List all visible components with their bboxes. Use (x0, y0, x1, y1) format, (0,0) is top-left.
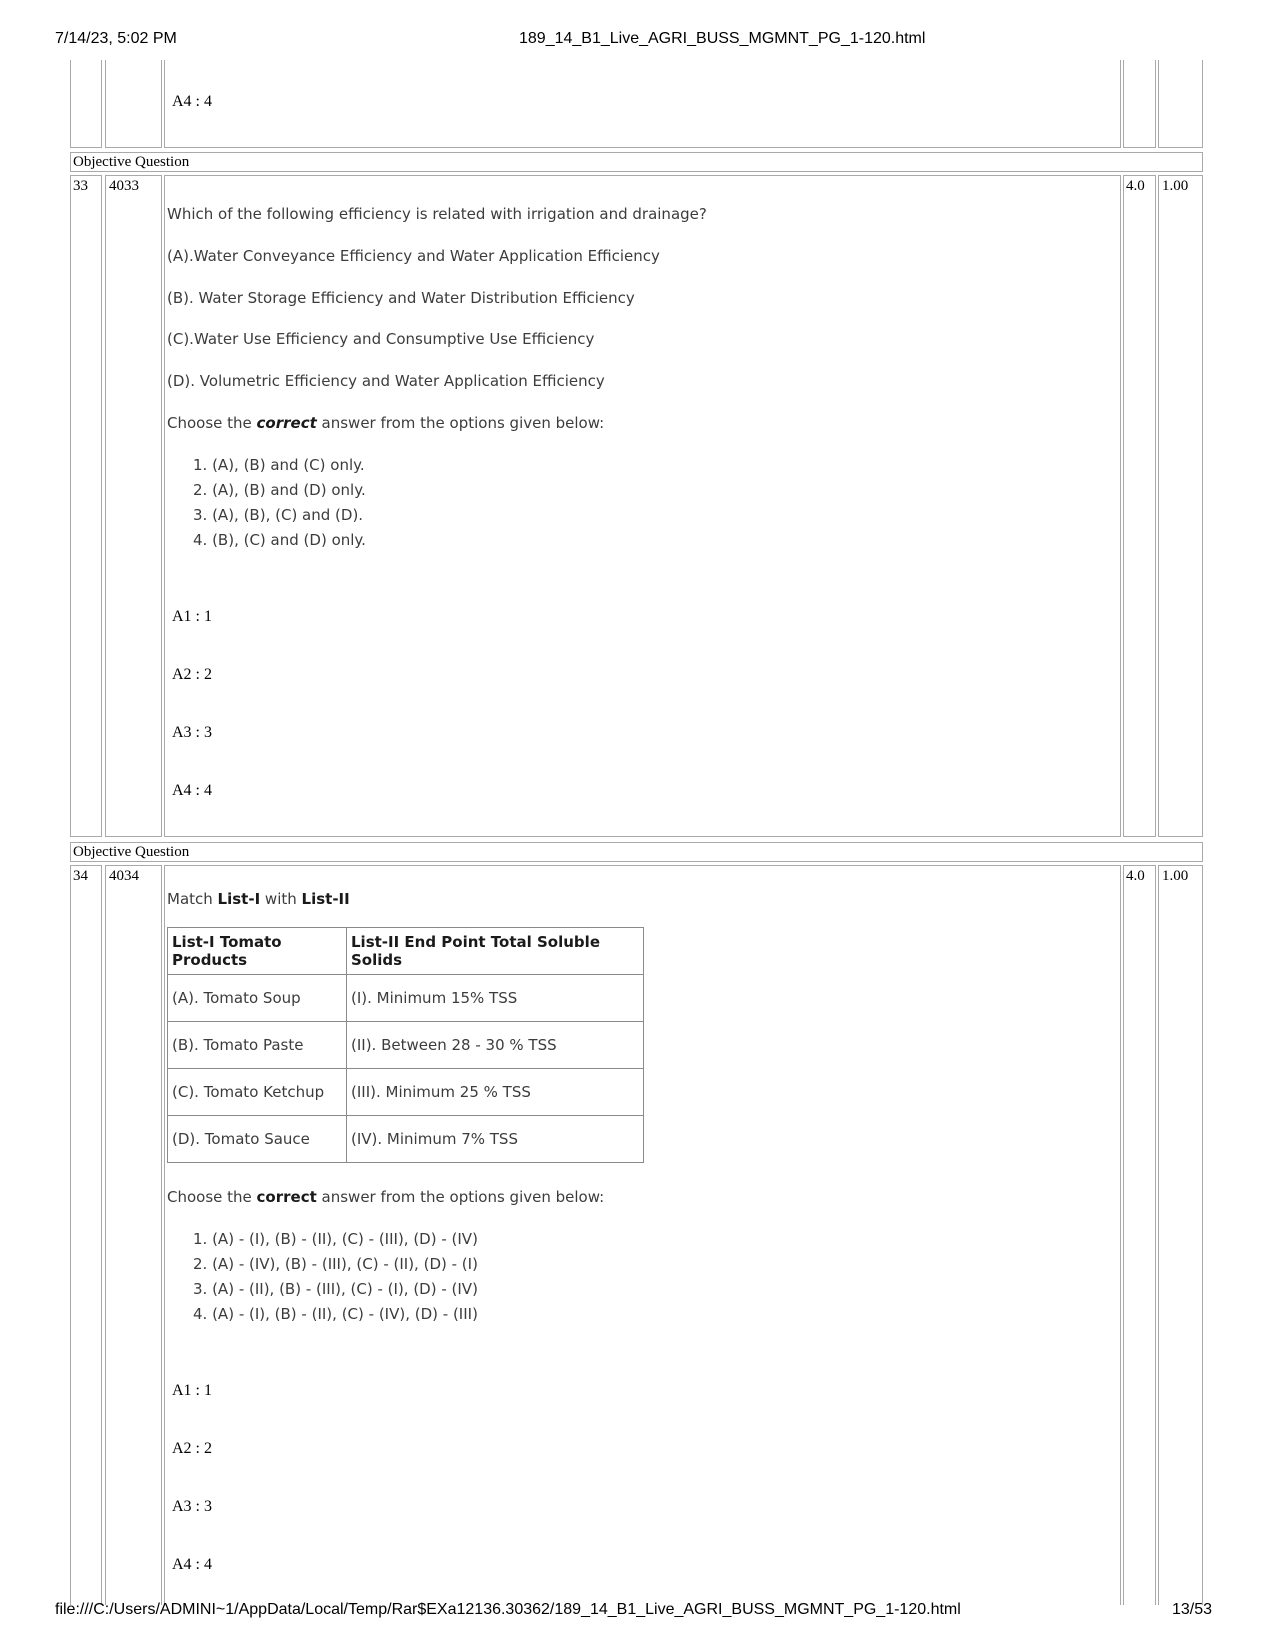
choice-1: 1. (A) - (I), (B) - (II), (C) - (III), (D) - (IV) (193, 1230, 478, 1248)
negative-marks-cell (1158, 175, 1203, 837)
table-header: List-I Tomato Products (168, 928, 347, 975)
table-cell: (I). Minimum 15% TSS (347, 975, 644, 1022)
print-file-path: file:///C:/Users/ADMINI~1/AppData/Local/Temp/Rar$EXa12136.30362/189_14_B1_Live_AGRI_BUSS_MGMNT_PG_1-120.html (55, 1601, 961, 1618)
answer-option-3: A3 : 3 (172, 1498, 212, 1515)
answer-option-2: A2 : 2 (172, 1440, 212, 1457)
serial-number: 34 (73, 868, 88, 884)
prev-sno-cell (70, 60, 102, 148)
negative-marks-value: 1.00 (1162, 868, 1189, 884)
choose-instruction: Choose the correct answer from the options given below: (167, 1188, 605, 1206)
qid-cell (105, 865, 162, 1605)
statement-d: (D). Volumetric Efficiency and Water Application Efficiency (167, 372, 605, 390)
prev-neg-cell (1158, 60, 1203, 148)
negative-marks-cell (1158, 865, 1203, 1605)
answer-option-2: A2 : 2 (172, 666, 212, 683)
prev-qid-cell (105, 60, 162, 148)
table-row (168, 1022, 644, 1069)
choice-4: 4. (B), (C) and (D) only. (193, 531, 366, 549)
qid-cell (105, 175, 162, 837)
choice-1: 1. (A), (B) and (C) only. (193, 456, 365, 474)
table-cell: (D). Tomato Sauce (168, 1116, 347, 1163)
match-table (167, 927, 644, 1163)
question-type-label: Objective Question (70, 842, 1203, 862)
print-page-number: 13/53 (1172, 1601, 1213, 1618)
sno-cell (70, 865, 102, 1605)
marks-cell (1123, 175, 1156, 837)
choose-instruction: Choose the correct answer from the options given below: (167, 414, 605, 432)
marks-cell (1123, 865, 1156, 1605)
answer-option-1: A1 : 1 (172, 1382, 212, 1399)
table-header: List-II End Point Total Soluble Solids (347, 928, 644, 975)
prev-marks-cell (1123, 60, 1156, 148)
table-row (168, 975, 644, 1022)
statement-c: (C).Water Use Efficiency and Consumptive Use Efficiency (167, 330, 595, 348)
question-type-label: Objective Question (70, 152, 1203, 172)
prev-question-cell (164, 60, 1121, 148)
choice-3: 3. (A) - (II), (B) - (III), (C) - (I), (D) - (IV) (193, 1280, 478, 1298)
sno-cell (70, 175, 102, 837)
answer-option-4: A4 : 4 (172, 1556, 212, 1573)
table-cell: (IV). Minimum 7% TSS (347, 1116, 644, 1163)
table-cell: (C). Tomato Ketchup (168, 1069, 347, 1116)
question-text: Which of the following efficiency is related with irrigation and drainage? (167, 205, 707, 223)
prev-answer-option: A4 : 4 (172, 93, 212, 110)
answer-option-4: A4 : 4 (172, 782, 212, 799)
statement-a: (A).Water Conveyance Efficiency and Water Application Efficiency (167, 247, 660, 265)
question-id: 4033 (109, 178, 139, 194)
print-filename: 189_14_B1_Live_AGRI_BUSS_MGMNT_PG_1-120.html (519, 30, 926, 47)
marks-value: 4.0 (1126, 868, 1145, 884)
negative-marks-value: 1.00 (1162, 178, 1189, 194)
table-header-row (168, 928, 644, 975)
choice-2: 2. (A), (B) and (D) only. (193, 481, 366, 499)
table-row (168, 1069, 644, 1116)
choice-4: 4. (A) - (I), (B) - (II), (C) - (IV), (D) - (III) (193, 1305, 478, 1323)
print-datetime: 7/14/23, 5:02 PM (55, 30, 177, 47)
choice-2: 2. (A) - (IV), (B) - (III), (C) - (II), (D) - (I) (193, 1255, 478, 1273)
answer-option-3: A3 : 3 (172, 724, 212, 741)
answer-option-1: A1 : 1 (172, 608, 212, 625)
marks-value: 4.0 (1126, 178, 1145, 194)
question-id: 4034 (109, 868, 139, 884)
statement-b: (B). Water Storage Efficiency and Water Distribution Efficiency (167, 289, 635, 307)
choice-3: 3. (A), (B), (C) and (D). (193, 506, 364, 524)
table-cell: (A). Tomato Soup (168, 975, 347, 1022)
table-row (168, 1116, 644, 1163)
table-cell: (B). Tomato Paste (168, 1022, 347, 1069)
table-cell: (III). Minimum 25 % TSS (347, 1069, 644, 1116)
table-cell: (II). Between 28 - 30 % TSS (347, 1022, 644, 1069)
serial-number: 33 (73, 178, 88, 194)
match-instruction: Match List-I with List-II (167, 890, 350, 908)
